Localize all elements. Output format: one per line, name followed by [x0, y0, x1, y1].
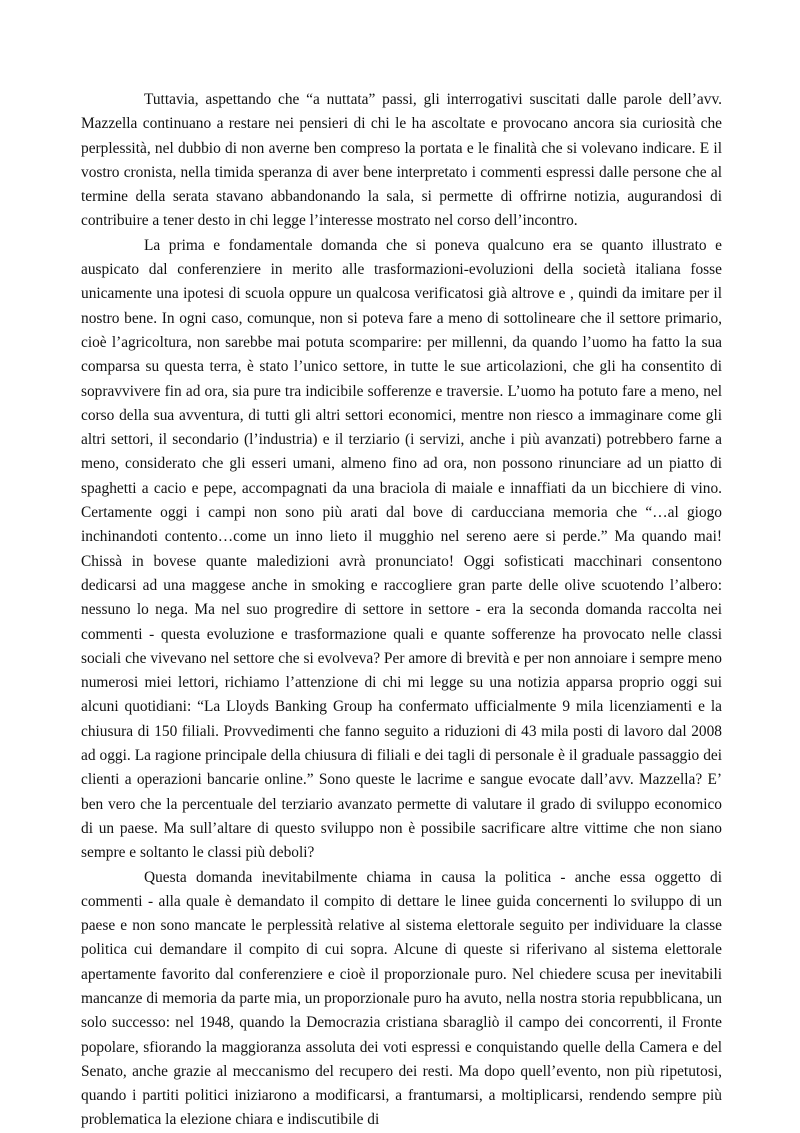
paragraph: Tuttavia, aspettando che “a nuttata” passi, gli interrogativi suscitati dalle parole dell’avv. Mazzella continuano a restare nei pensieri di chi le ha ascoltate e provocano ancora sia curiosità che perplessità, nel dubbio di non averne ben compreso la portata e le finalità che si volevano indicare. E il vostro cronista, nella timida speranza di aver bene interpretato i commenti espressi dalle persone che al termine della serata stavano abbandonando la sala, si permette di offrirne notizia, augurandosi di contribuire a tener desto in chi legge l’interesse mostrato nel corso dell’incontro.	[81, 91, 722, 230]
paragraph: La prima e fondamentale domanda che si poneva qualcuno era se quanto illustrato e auspicato dal conferenziere in merito alle trasformazioni-evoluzioni della società italiana fosse unicamente una ipotesi di scuola oppure un qualcosa verificatosi già altrove e , quindi da imitare per il nostro bene. In ogni caso, comunque, non si poteva fare a meno di sottolineare che il settore primario, cioè l’agricoltura, non sarebbe mai potuta scomparire: per millenni, da quando l’uomo ha fatto la sua comparsa su questa terra, è stato l’unico settore, in tutte le sue articolazioni, che gli ha consentito di sopravvivere fin ad ora, sia pure tra indicibile sofferenze e traversie. L’uomo ha potuto fare a meno, nel corso della sua avventura, di tutti gli altri settori economici, mentre non riesco a immaginare come gli altri settori, il secondario (l’industria) e il terziario (i servizi, anche i più avanzati) potrebbero farne a meno, considerato che gli esseri umani, almeno fino ad ora, non possono rinunciare ad un piatto di spaghetti a cacio e pepe, accompagnati da una braciola di maiale e innaffiati da un bicchiere di vino. Certamente oggi i campi non sono più arati dal bove di carducciana memoria che “…al giogo inchinandoti contento…come un inno lieto il mugghio nel sereno aere si perde.” Ma quando mai! Chissà in bovese quante maledizioni avrà pronunciato! Oggi sofisticati macchinari consentono dedicarsi ad una maggese anche in smoking e raccogliere gran parte delle olive scuotendo l’albero: nessuno lo nega. Ma nel suo progredire di settore in settore - era la seconda domanda raccolta nei commenti - questa evoluzione e trasformazione quali e quante sofferenze ha provocato nelle classi sociali che vivevano nel settore che si evolveva? Per amore di brevità e per non annoiare i sempre meno numerosi miei lettori, richiamo l’attenzione di chi mi legge su una notizia apparsa proprio oggi sui alcuni quotidiani: “La Lloyds Banking Group ha confermato ufficialmente 9 mila licenziamenti e la chiusura di 150 filiali. Provvedimenti che fanno seguito a riduzioni di 43 mila posti di lavoro dal 2008 ad oggi. La ragione principale della chiusura di filiali e dei tagli di personale è il graduale passaggio dei clienti a operazioni bancarie online.” Sono queste le lacrime e sangue evocate dall’avv. Mazzella? E’ ben vero che la percentuale del terziario avanzato permette di valutare il grado di sviluppo economico di un paese. Ma sull’altare di questo sviluppo non è possibile sacrificare altre vittime che non siano sempre e soltanto le classi più deboli?	[81, 236, 722, 862]
article-body	[81, 88, 722, 1133]
paragraph: Questa domanda inevitabilmente chiama in causa la politica - anche essa oggetto di commenti - alla quale è demandato il compito di dettare le linee guida concernenti lo sviluppo di un paese e non sono mancate le perplessità relative al sistema elettorale seguito per individuare la classe politica cui demandare il compito di cui sopra. Alcune di queste si riferivano al sistema elettorale apertamente favorito dal conferenziere e cioè il proporzionale puro. Nel chiedere scusa per inevitabili mancanze di memoria da parte mia, un proporzionale puro ha avuto, nella nostra storia repubblicana, un solo successo: nel 1948, quando la Democrazia cristiana sbaragliò il campo dei concorrenti, il Fronte popolare, sfiorando la maggioranza assoluta dei voti espressi e conquistando quelle della Camera e del Senato, anche grazie al meccanismo del recupero dei resti. Ma dopo quell’evento, non più ripetutosi, quando i partiti politici iniziarono a modificarsi, a frantumarsi, a moltiplicarsi, rendendo sempre più problematica la elezione chiara e indiscutibile di	[81, 868, 722, 1129]
